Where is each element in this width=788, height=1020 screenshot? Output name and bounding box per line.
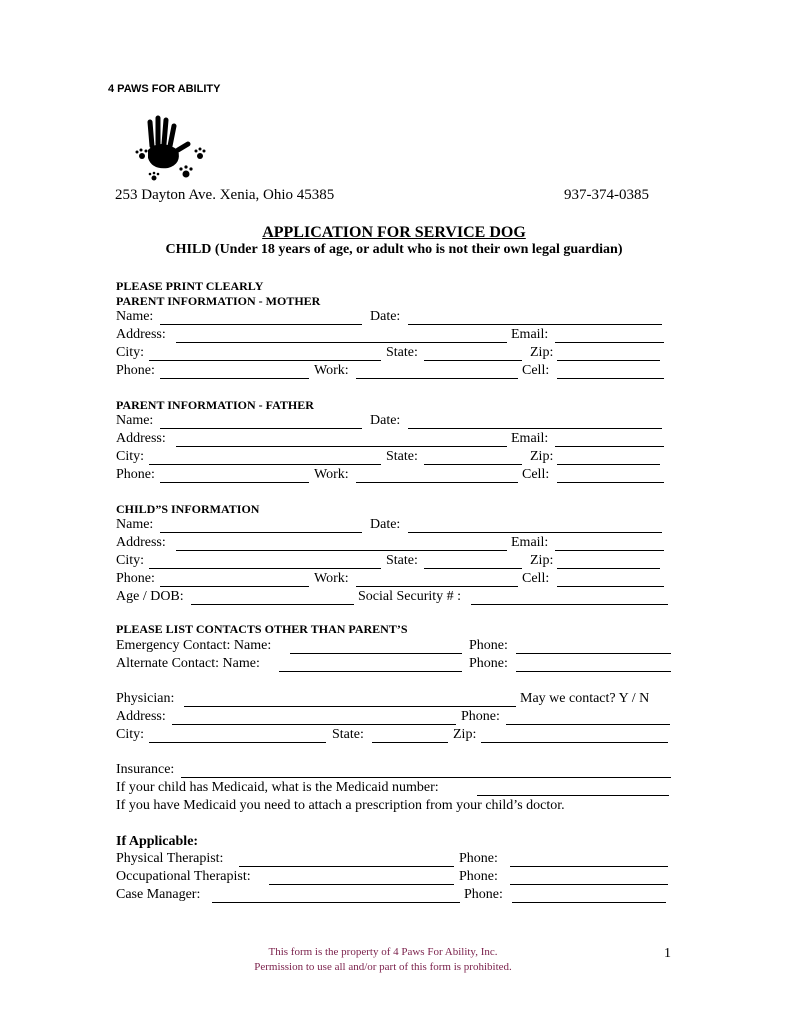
- father-name-label: Name:: [116, 413, 154, 428]
- child-name-field[interactable]: [160, 532, 362, 533]
- logo-text: 4 PAWS FOR ABILITY: [108, 83, 221, 95]
- mother-date-field[interactable]: [408, 324, 662, 325]
- father-date-field[interactable]: [408, 428, 662, 429]
- child-city-label: City:: [116, 553, 145, 568]
- physical-therapist-field[interactable]: [239, 866, 454, 867]
- mother-section-heading: PARENT INFORMATION - MOTHER: [116, 294, 321, 308]
- child-address-label: Address:: [116, 535, 166, 550]
- pt-phone-label: Phone:: [459, 851, 498, 866]
- father-phone-field[interactable]: [160, 482, 309, 483]
- father-address-field[interactable]: [176, 446, 507, 447]
- mother-email-label: Email:: [511, 327, 549, 342]
- ot-phone-field[interactable]: [510, 884, 668, 885]
- mother-state-field[interactable]: [424, 360, 522, 361]
- alternate-phone-label: Phone:: [469, 656, 508, 671]
- child-phone-label: Phone:: [116, 571, 155, 586]
- physician-state-field[interactable]: [372, 742, 448, 743]
- father-phone-label: Phone:: [116, 467, 155, 482]
- father-city-field[interactable]: [149, 464, 381, 465]
- child-state-label: State:: [386, 553, 418, 568]
- child-city-field[interactable]: [149, 568, 381, 569]
- child-date-field[interactable]: [408, 532, 662, 533]
- physical-therapist-label: Physical Therapist:: [116, 851, 224, 866]
- ot-phone-label: Phone:: [459, 869, 498, 884]
- child-age-dob-label: Age / DOB:: [116, 589, 184, 604]
- mother-cell-field[interactable]: [557, 378, 664, 379]
- org-phone: 937-374-0385: [564, 187, 649, 203]
- mother-zip-field[interactable]: [557, 360, 660, 361]
- child-zip-field[interactable]: [557, 568, 660, 569]
- mother-state-label: State:: [386, 345, 418, 360]
- father-name-field[interactable]: [160, 428, 362, 429]
- emergency-contact-label: Emergency Contact: Name:: [116, 638, 272, 653]
- paw-hand-logo-icon: [108, 83, 228, 192]
- child-section-heading: CHILD”S INFORMATION: [116, 502, 260, 516]
- physician-address-label: Address:: [116, 709, 166, 724]
- occupational-therapist-label: Occupational Therapist:: [116, 869, 251, 884]
- child-cell-field[interactable]: [557, 586, 664, 587]
- emergency-contact-phone-field[interactable]: [516, 653, 671, 654]
- medicaid-number-field[interactable]: [477, 795, 669, 796]
- footer-permission-note: Permission to use all and/or part of this form is prohibited.: [254, 961, 512, 973]
- logo: [108, 83, 228, 192]
- mother-date-label: Date:: [370, 309, 401, 324]
- cm-phone-field[interactable]: [512, 902, 666, 903]
- case-manager-label: Case Manager:: [116, 887, 201, 902]
- father-email-field[interactable]: [555, 446, 664, 447]
- father-cell-label: Cell:: [522, 467, 550, 482]
- father-address-label: Address:: [116, 431, 166, 446]
- child-age-dob-field[interactable]: [191, 604, 354, 605]
- case-manager-field[interactable]: [212, 902, 460, 903]
- alternate-contact-name-field[interactable]: [279, 671, 462, 672]
- child-phone-field[interactable]: [160, 586, 309, 587]
- mother-phone-label: Phone:: [116, 363, 155, 378]
- contacts-section-heading: PLEASE LIST CONTACTS OTHER THAN PARENT’S: [116, 622, 408, 636]
- print-clearly-note: PLEASE PRINT CLEARLY: [116, 279, 264, 293]
- child-email-label: Email:: [511, 535, 549, 550]
- page-title: APPLICATION FOR SERVICE DOG: [262, 224, 526, 241]
- alternate-contact-phone-field[interactable]: [516, 671, 671, 672]
- if-applicable-heading: If Applicable:: [116, 834, 199, 849]
- emergency-phone-label: Phone:: [469, 638, 508, 653]
- child-work-field[interactable]: [356, 586, 518, 587]
- org-address: 253 Dayton Ave. Xenia, Ohio 45385: [115, 187, 335, 203]
- child-zip-label: Zip:: [530, 553, 554, 568]
- father-cell-field[interactable]: [557, 482, 664, 483]
- pt-phone-field[interactable]: [510, 866, 668, 867]
- father-state-field[interactable]: [424, 464, 522, 465]
- mother-address-field[interactable]: [176, 342, 507, 343]
- physician-city-field[interactable]: [149, 742, 326, 743]
- insurance-label: Insurance:: [116, 762, 175, 777]
- mother-name-field[interactable]: [160, 324, 362, 325]
- child-address-field[interactable]: [176, 550, 507, 551]
- child-cell-label: Cell:: [522, 571, 550, 586]
- medicaid-question: If your child has Medicaid, what is the Medicaid number:: [116, 780, 439, 795]
- mother-zip-label: Zip:: [530, 345, 554, 360]
- physician-zip-field[interactable]: [481, 742, 668, 743]
- mother-name-label: Name:: [116, 309, 154, 324]
- child-ssn-field[interactable]: [471, 604, 668, 605]
- alternate-contact-label: Alternate Contact: Name:: [116, 656, 260, 671]
- child-work-label: Work:: [314, 571, 349, 586]
- may-contact-question[interactable]: May we contact? Y / N: [520, 691, 650, 706]
- child-name-label: Name:: [116, 517, 154, 532]
- physician-phone-field[interactable]: [506, 724, 670, 725]
- physician-field[interactable]: [184, 706, 516, 707]
- mother-city-field[interactable]: [149, 360, 381, 361]
- father-email-label: Email:: [511, 431, 549, 446]
- physician-state-label: State:: [332, 727, 364, 742]
- father-date-label: Date:: [370, 413, 401, 428]
- father-work-field[interactable]: [356, 482, 518, 483]
- mother-work-label: Work:: [314, 363, 349, 378]
- occupational-therapist-field[interactable]: [269, 884, 454, 885]
- child-state-field[interactable]: [424, 568, 522, 569]
- mother-cell-label: Cell:: [522, 363, 550, 378]
- father-section-heading: PARENT INFORMATION - FATHER: [116, 398, 314, 412]
- father-zip-field[interactable]: [557, 464, 660, 465]
- mother-phone-field[interactable]: [160, 378, 309, 379]
- child-date-label: Date:: [370, 517, 401, 532]
- physician-zip-label: Zip:: [453, 727, 477, 742]
- father-state-label: State:: [386, 449, 418, 464]
- physician-label: Physician:: [116, 691, 175, 706]
- mother-email-field[interactable]: [555, 342, 664, 343]
- cm-phone-label: Phone:: [464, 887, 503, 902]
- father-zip-label: Zip:: [530, 449, 554, 464]
- physician-phone-label: Phone:: [461, 709, 500, 724]
- physician-address-field[interactable]: [172, 724, 456, 725]
- child-email-field[interactable]: [555, 550, 664, 551]
- footer-property-note: This form is the property of 4 Paws For Ability, Inc.: [268, 946, 498, 958]
- page-number: 1: [664, 946, 671, 961]
- child-ssn-label: Social Security # :: [358, 589, 462, 604]
- page-subtitle: CHILD (Under 18 years of age, or adult who is not their own legal guardian): [165, 242, 623, 257]
- emergency-contact-name-field[interactable]: [290, 653, 462, 654]
- mother-city-label: City:: [116, 345, 145, 360]
- father-work-label: Work:: [314, 467, 349, 482]
- mother-work-field[interactable]: [356, 378, 518, 379]
- mother-address-label: Address:: [116, 327, 166, 342]
- medicaid-note: If you have Medicaid you need to attach a prescription from your child’s doctor.: [116, 798, 565, 813]
- father-city-label: City:: [116, 449, 145, 464]
- insurance-field[interactable]: [181, 777, 671, 778]
- physician-city-label: City:: [116, 727, 145, 742]
